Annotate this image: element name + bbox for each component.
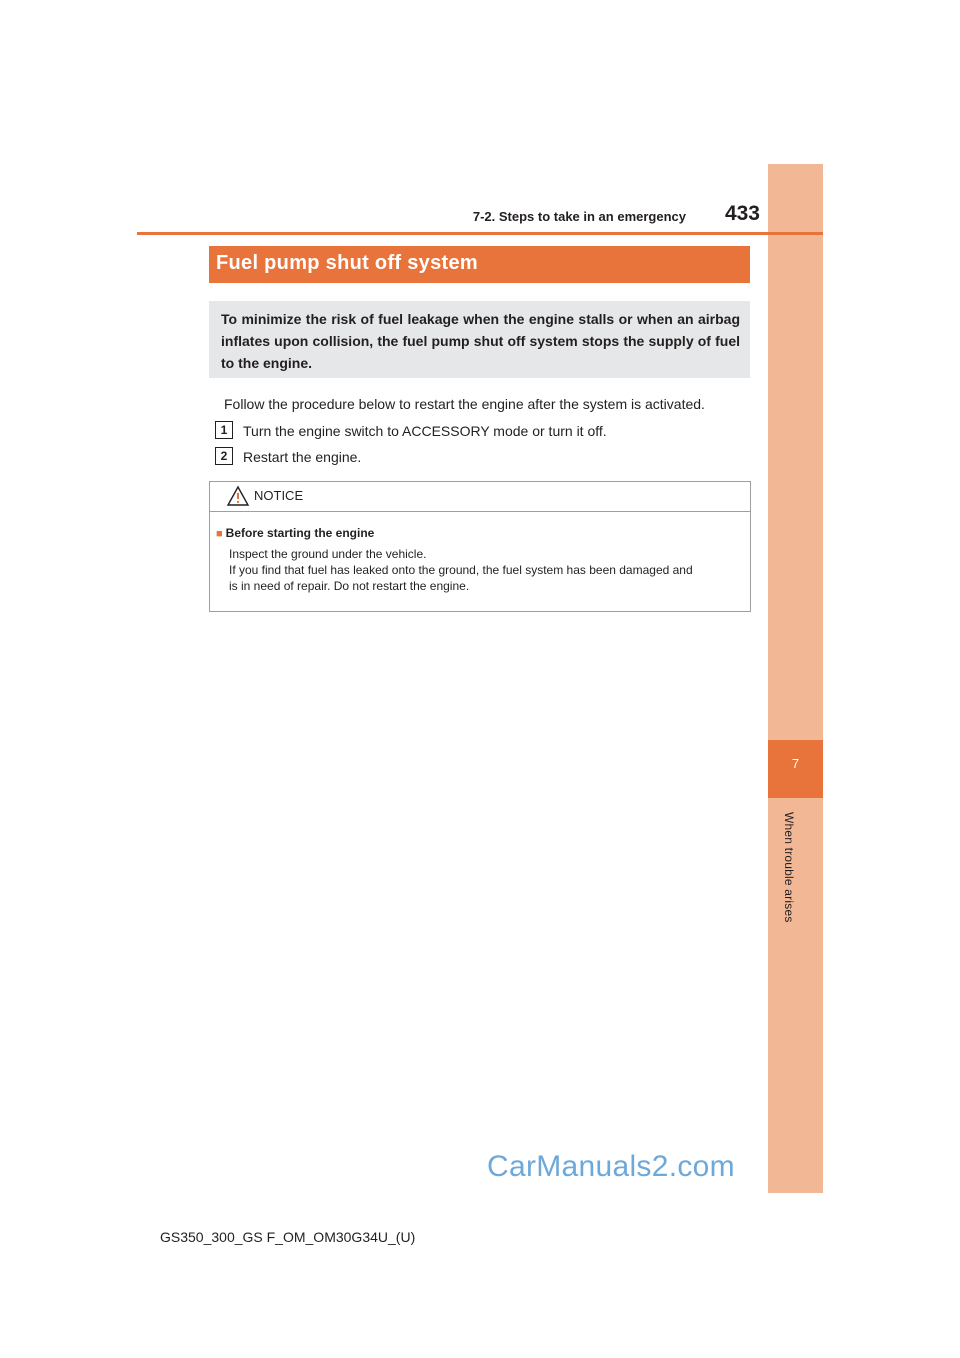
watermark: CarManuals2.com [487, 1150, 735, 1183]
header-rule [137, 232, 823, 235]
square-bullet-icon: ■ [216, 528, 223, 540]
section-heading-text: Fuel pump shut off system [216, 252, 478, 274]
chapter-side-tab [768, 164, 823, 1193]
step-2-badge: 2 [215, 447, 233, 465]
notice-box [209, 481, 751, 612]
notice-line-3: is in need of repair. Do not restart the engine. [229, 579, 470, 593]
footer-document-code: GS350_300_GS F_OM_OM30G34U_(U) [160, 1229, 416, 1245]
section-heading [209, 246, 750, 283]
step-1-text: Turn the engine switch to ACCESSORY mode or turn it off. [243, 423, 607, 439]
notice-header [210, 482, 750, 512]
notice-line-2: If you find that fuel has leaked onto the ground, the fuel system has been damaged and [229, 563, 693, 577]
chapter-number-box [768, 740, 823, 798]
chapter-name: When trouble arises [782, 812, 796, 923]
step-2-text: Restart the engine. [243, 449, 362, 465]
notice-line-1: Inspect the ground under the vehicle. [229, 547, 427, 561]
page-number: 433 [724, 202, 760, 225]
notice-title [216, 526, 374, 540]
step-1-badge: 1 [215, 421, 233, 439]
warning-triangle-icon [226, 485, 250, 507]
header-section-title: 7-2. Steps to take in an emergency [472, 209, 686, 224]
notice-label: NOTICE [254, 488, 304, 503]
notice-title-text: Before starting the engine [225, 526, 375, 540]
chapter-number: 7 [791, 756, 800, 771]
intro-box [209, 301, 750, 378]
intro-text: To minimize the risk of fuel leakage when the engine stalls or when an airbag inflates upon collision, the fuel pump shut off system stops the supply of fuel to the engine. [221, 311, 740, 371]
procedure-intro: Follow the procedure below to restart the engine after the system is activated. [224, 396, 705, 412]
